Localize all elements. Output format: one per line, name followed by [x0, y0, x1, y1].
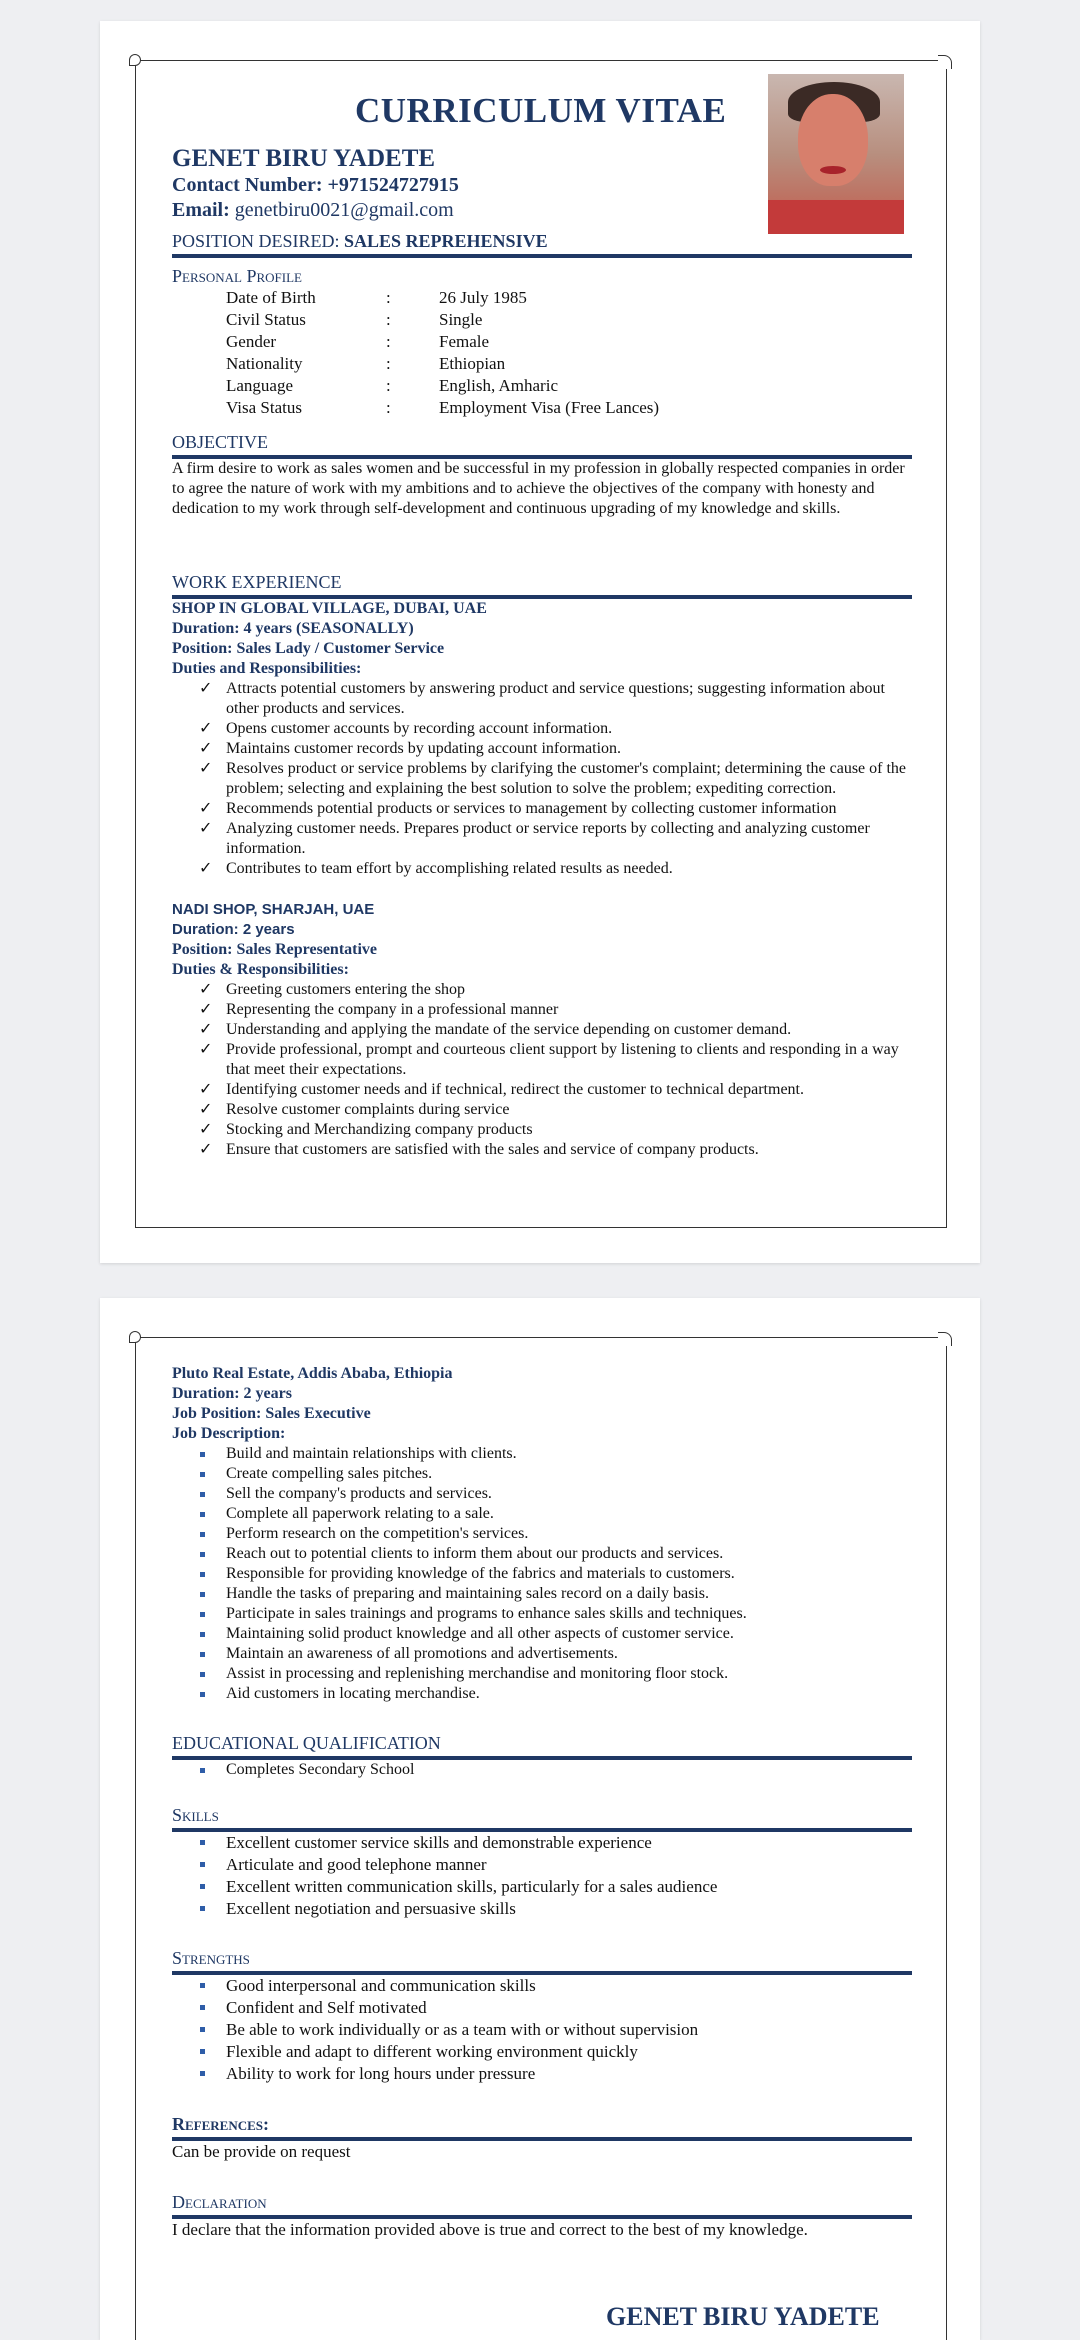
section-heading: Declaration [172, 2192, 267, 2212]
square-bullet-icon [200, 1884, 205, 1889]
check-mark-icon: ✓ [199, 820, 213, 837]
square-bullet-icon [200, 2071, 205, 2076]
list-item [172, 1000, 912, 1020]
signature-name: GENET BIRU YADETE [606, 2302, 880, 2331]
square-bullet-icon [200, 1652, 205, 1657]
profile-value: 26 July 1985 [439, 288, 527, 307]
profile-label: Language [226, 376, 294, 395]
list-item [172, 2019, 912, 2041]
list-item-text: Perform research on the competition's services. [226, 1525, 529, 1542]
list-item [172, 1484, 912, 1504]
list-item [172, 1100, 912, 1120]
document-page-2 [100, 1298, 980, 2340]
check-mark-icon: ✓ [199, 760, 213, 777]
square-bullet-icon [200, 1692, 205, 1697]
list-item [172, 1975, 912, 1997]
profile-label: Gender [226, 332, 277, 351]
list-item [172, 1544, 912, 1564]
list-item [172, 799, 912, 819]
list-item [172, 1832, 912, 1854]
list-item [172, 1760, 912, 1780]
square-bullet-icon [200, 1452, 205, 1457]
section-rule [172, 254, 912, 258]
list-item-text: Maintain an awareness of all promotions and advertisements. [226, 1645, 618, 1662]
square-bullet-icon [200, 1552, 205, 1557]
list-item [172, 1040, 912, 1080]
list-item [172, 1624, 912, 1644]
square-bullet-icon [200, 1632, 205, 1637]
check-mark-icon: ✓ [199, 740, 213, 757]
list-item [172, 1898, 912, 1920]
list-item [172, 1444, 912, 1464]
list-item [172, 739, 912, 759]
list-item [172, 1504, 912, 1524]
list-item-text: Handle the tasks of preparing and maintaining sales record on a daily basis. [226, 1585, 709, 1602]
list-item-text: Be able to work individually or as a team with or without supervision [226, 2020, 699, 2039]
check-mark-icon: ✓ [199, 1101, 213, 1118]
profile-label: Nationality [226, 354, 303, 373]
education-list [172, 1760, 912, 1780]
profile-separator: : [386, 398, 391, 417]
list-item-text: Stocking and Merchandizing company products [226, 1121, 533, 1138]
profile-separator: : [386, 310, 391, 329]
candidate-name: GENET BIRU YADETE [172, 145, 436, 172]
job-duties-label: Job Description: [172, 1425, 286, 1442]
square-bullet-icon [200, 1612, 205, 1617]
personal-profile-section [172, 265, 912, 419]
list-item [172, 2041, 912, 2063]
job-duties-label: Duties and Responsibilities: [172, 660, 362, 677]
list-item-text: Excellent written communication skills, particularly for a sales audience [226, 1877, 718, 1896]
job-duration: Duration: 2 years [172, 1385, 292, 1402]
list-item-text: Confident and Self motivated [226, 1998, 427, 2017]
list-item [172, 1584, 912, 1604]
list-item-text: Sell the company's products and services. [226, 1485, 492, 1502]
list-item-text: Attracts potential customers by answering product and service questions; suggesting information about other products and services. [226, 680, 885, 717]
check-mark-icon: ✓ [199, 981, 213, 998]
list-item-text: Create compelling sales pitches. [226, 1465, 433, 1482]
profile-row [172, 309, 912, 331]
declaration-text: I declare that the information provided above is true and correct to the best of my knowledge. [172, 2220, 808, 2239]
list-item-text: Ensure that customers are satisfied with the sales and service of company products. [226, 1141, 759, 1158]
list-item-text: Analyzing customer needs. Prepares product or service reports by collecting and analyzing customer information. [226, 820, 870, 857]
list-item [172, 859, 912, 879]
section-heading: Personal Profile [172, 266, 302, 286]
references-section [172, 2113, 912, 2163]
list-item-text: Maintains customer records by updating account information. [226, 740, 622, 757]
scroll-corner-icon [129, 1331, 141, 1343]
square-bullet-icon [200, 1472, 205, 1477]
job-duration: Duration: 4 years (SEASONALLY) [172, 620, 414, 637]
square-bullet-icon [200, 1862, 205, 1867]
list-item-text: Understanding and applying the mandate of the service depending on customer demand. [226, 1021, 792, 1038]
cv-title: CURRICULUM VITAE [355, 91, 727, 130]
check-mark-icon: ✓ [199, 800, 213, 817]
job-position: Position: Sales Lady / Customer Service [172, 640, 445, 657]
job-duties-label: Duties & Responsibilities: [172, 961, 349, 978]
document-page-1 [100, 21, 980, 1263]
profile-row [172, 397, 912, 419]
check-mark-icon: ✓ [199, 1121, 213, 1138]
list-item-text: Opens customer accounts by recording account information. [226, 720, 613, 737]
job-company: Pluto Real Estate, Addis Ababa, Ethiopia [172, 1365, 453, 1382]
work-experience-section [172, 571, 912, 1160]
list-item-text: Aid customers in locating merchandise. [226, 1685, 480, 1702]
list-item-text: Participate in sales trainings and programs to enhance sales skills and techniques. [226, 1605, 747, 1622]
pluto-job [172, 1364, 912, 1704]
square-bullet-icon [200, 1492, 205, 1497]
check-mark-icon: ✓ [199, 680, 213, 697]
profile-separator: : [386, 288, 391, 307]
list-item-text: Provide professional, prompt and courteous client support by listening to clients and responding in a way that meet their expectations. [226, 1041, 899, 1078]
check-mark-icon: ✓ [199, 1041, 213, 1058]
list-item [172, 1120, 912, 1140]
page-fold-icon [938, 1332, 952, 1346]
section-heading: Strengths [172, 1948, 250, 1968]
section-heading: Skills [172, 1805, 219, 1825]
square-bullet-icon [200, 1532, 205, 1537]
square-bullet-icon [200, 1906, 205, 1911]
job-company: SHOP IN GLOBAL VILLAGE, DUBAI, UAE [172, 600, 487, 617]
job-company: NADI SHOP, SHARJAH, UAE [172, 901, 375, 918]
list-item [172, 1140, 912, 1160]
list-item-text: Representing the company in a professional manner [226, 1001, 559, 1018]
list-item-text: Articulate and good telephone manner [226, 1855, 487, 1874]
list-item-text: Assist in processing and replenishing merchandise and monitoring floor stock. [226, 1665, 729, 1682]
declaration-section [172, 2191, 912, 2241]
page-fold-icon [938, 55, 952, 69]
profile-value: Single [439, 310, 483, 329]
list-item-text: Identifying customer needs and if technical, redirect the customer to technical department. [226, 1081, 804, 1098]
list-item [172, 719, 912, 739]
profile-row [172, 331, 912, 353]
position-label: POSITION DESIRED: [172, 231, 340, 251]
section-heading: References: [172, 2114, 270, 2134]
list-item [172, 1020, 912, 1040]
list-item-text: Reach out to potential clients to inform them about our products and services. [226, 1545, 724, 1562]
list-item-text: Contributes to team effort by accomplishing related results as needed. [226, 860, 673, 877]
list-item-text: Recommends potential products or services to management by collecting customer information [226, 800, 837, 817]
list-item [172, 679, 912, 719]
list-item-text: Responsible for providing knowledge of the fabrics and materials to customers. [226, 1565, 735, 1582]
list-item-text: Build and maintain relationships with clients. [226, 1445, 517, 1462]
list-item-text: Good interpersonal and communication skills [226, 1976, 536, 1995]
profile-table [172, 287, 912, 419]
profile-row [172, 353, 912, 375]
objective-section [172, 431, 912, 519]
strengths-list [172, 1975, 912, 2085]
profile-value: English, Amharic [439, 376, 558, 395]
square-bullet-icon [200, 1572, 205, 1577]
list-item [172, 1524, 912, 1544]
list-item [172, 2063, 912, 2085]
list-item-text: Ability to work for long hours under pressure [226, 2064, 536, 2083]
check-mark-icon: ✓ [199, 1081, 213, 1098]
contact-number [172, 174, 912, 197]
job-duties-list [172, 980, 912, 1160]
profile-separator: : [386, 332, 391, 351]
skills-section [172, 1804, 912, 1920]
scroll-corner-icon [129, 54, 141, 66]
strengths-section [172, 1947, 912, 2085]
list-item [172, 1564, 912, 1584]
list-item [172, 1604, 912, 1624]
list-item-text: Excellent customer service skills and demonstrable experience [226, 1833, 652, 1852]
education-section [172, 1732, 912, 1780]
list-item-text: Greeting customers entering the shop [226, 981, 466, 998]
profile-label: Visa Status [226, 398, 302, 417]
list-item-text: Complete all paperwork relating to a sale. [226, 1505, 494, 1522]
square-bullet-icon [200, 1983, 205, 1988]
section-heading: OBJECTIVE [172, 432, 268, 452]
list-item-text: Excellent negotiation and persuasive skills [226, 1899, 516, 1918]
list-item [172, 1876, 912, 1898]
list-item [172, 1684, 912, 1704]
section-heading: WORK EXPERIENCE [172, 572, 342, 592]
contact-value: +971524727915 [327, 174, 459, 196]
references-text: Can be provide on request [172, 2142, 351, 2161]
check-mark-icon: ✓ [199, 1021, 213, 1038]
job-duration: Duration: 2 years [172, 921, 295, 938]
square-bullet-icon [200, 1512, 205, 1517]
section-heading: EDUCATIONAL QUALIFICATION [172, 1733, 441, 1753]
list-item [172, 1997, 912, 2019]
job-duties-list [172, 679, 912, 879]
list-item [172, 1644, 912, 1664]
profile-label: Date of Birth [226, 288, 316, 307]
list-item-text: Resolves product or service problems by clarifying the customer's complaint; determining the cause of the problem; selecting and explaining the best solution to solve the problem; expediting correction. [226, 760, 907, 797]
profile-row [172, 287, 912, 309]
profile-label: Civil Status [226, 310, 306, 329]
list-item [172, 1080, 912, 1100]
square-bullet-icon [200, 2049, 205, 2054]
job-duties-list [172, 1444, 912, 1704]
square-bullet-icon [200, 1768, 205, 1773]
profile-separator: : [386, 376, 391, 395]
list-item [172, 1854, 912, 1876]
list-item-text: Completes Secondary School [226, 1761, 415, 1778]
profile-separator: : [386, 354, 391, 373]
position-desired [172, 231, 912, 258]
square-bullet-icon [200, 2005, 205, 2010]
check-mark-icon: ✓ [199, 1001, 213, 1018]
position-value: SALES REPREHENSIVE [344, 231, 548, 251]
email-link[interactable]: genetbiru0021@gmail.com [234, 199, 454, 221]
list-item-text: Flexible and adapt to different working environment quickly [226, 2042, 638, 2061]
job-position: Job Position: Sales Executive [172, 1405, 371, 1422]
list-item-text: Resolve customer complaints during service [226, 1101, 510, 1118]
contact-label: Contact Number: [172, 174, 323, 196]
square-bullet-icon [200, 2027, 205, 2032]
list-item [172, 819, 912, 859]
square-bullet-icon [200, 1840, 205, 1845]
check-mark-icon: ✓ [199, 1141, 213, 1158]
job-position: Position: Sales Representative [172, 941, 378, 958]
email-label: Email: [172, 199, 230, 221]
square-bullet-icon [200, 1672, 205, 1677]
email-line [172, 199, 912, 222]
skills-list [172, 1832, 912, 1920]
profile-row [172, 375, 912, 397]
check-mark-icon: ✓ [199, 860, 213, 877]
square-bullet-icon [200, 1592, 205, 1597]
list-item [172, 1664, 912, 1684]
list-item [172, 759, 912, 799]
profile-value: Employment Visa (Free Lances) [439, 398, 660, 417]
list-item [172, 980, 912, 1000]
objective-text: A firm desire to work as sales women and be successful in my profession in globally respected companies in order to agree the nature of work with my ambitions and to achieve the objectives of the company with honesty and dedication to my work through self-development and continuous upgrading of my knowledge and skills. [172, 460, 905, 517]
profile-value: Ethiopian [439, 354, 506, 373]
list-item [172, 1464, 912, 1484]
check-mark-icon: ✓ [199, 720, 213, 737]
profile-value: Female [439, 332, 490, 351]
list-item-text: Maintaining solid product knowledge and all other aspects of customer service. [226, 1625, 734, 1642]
